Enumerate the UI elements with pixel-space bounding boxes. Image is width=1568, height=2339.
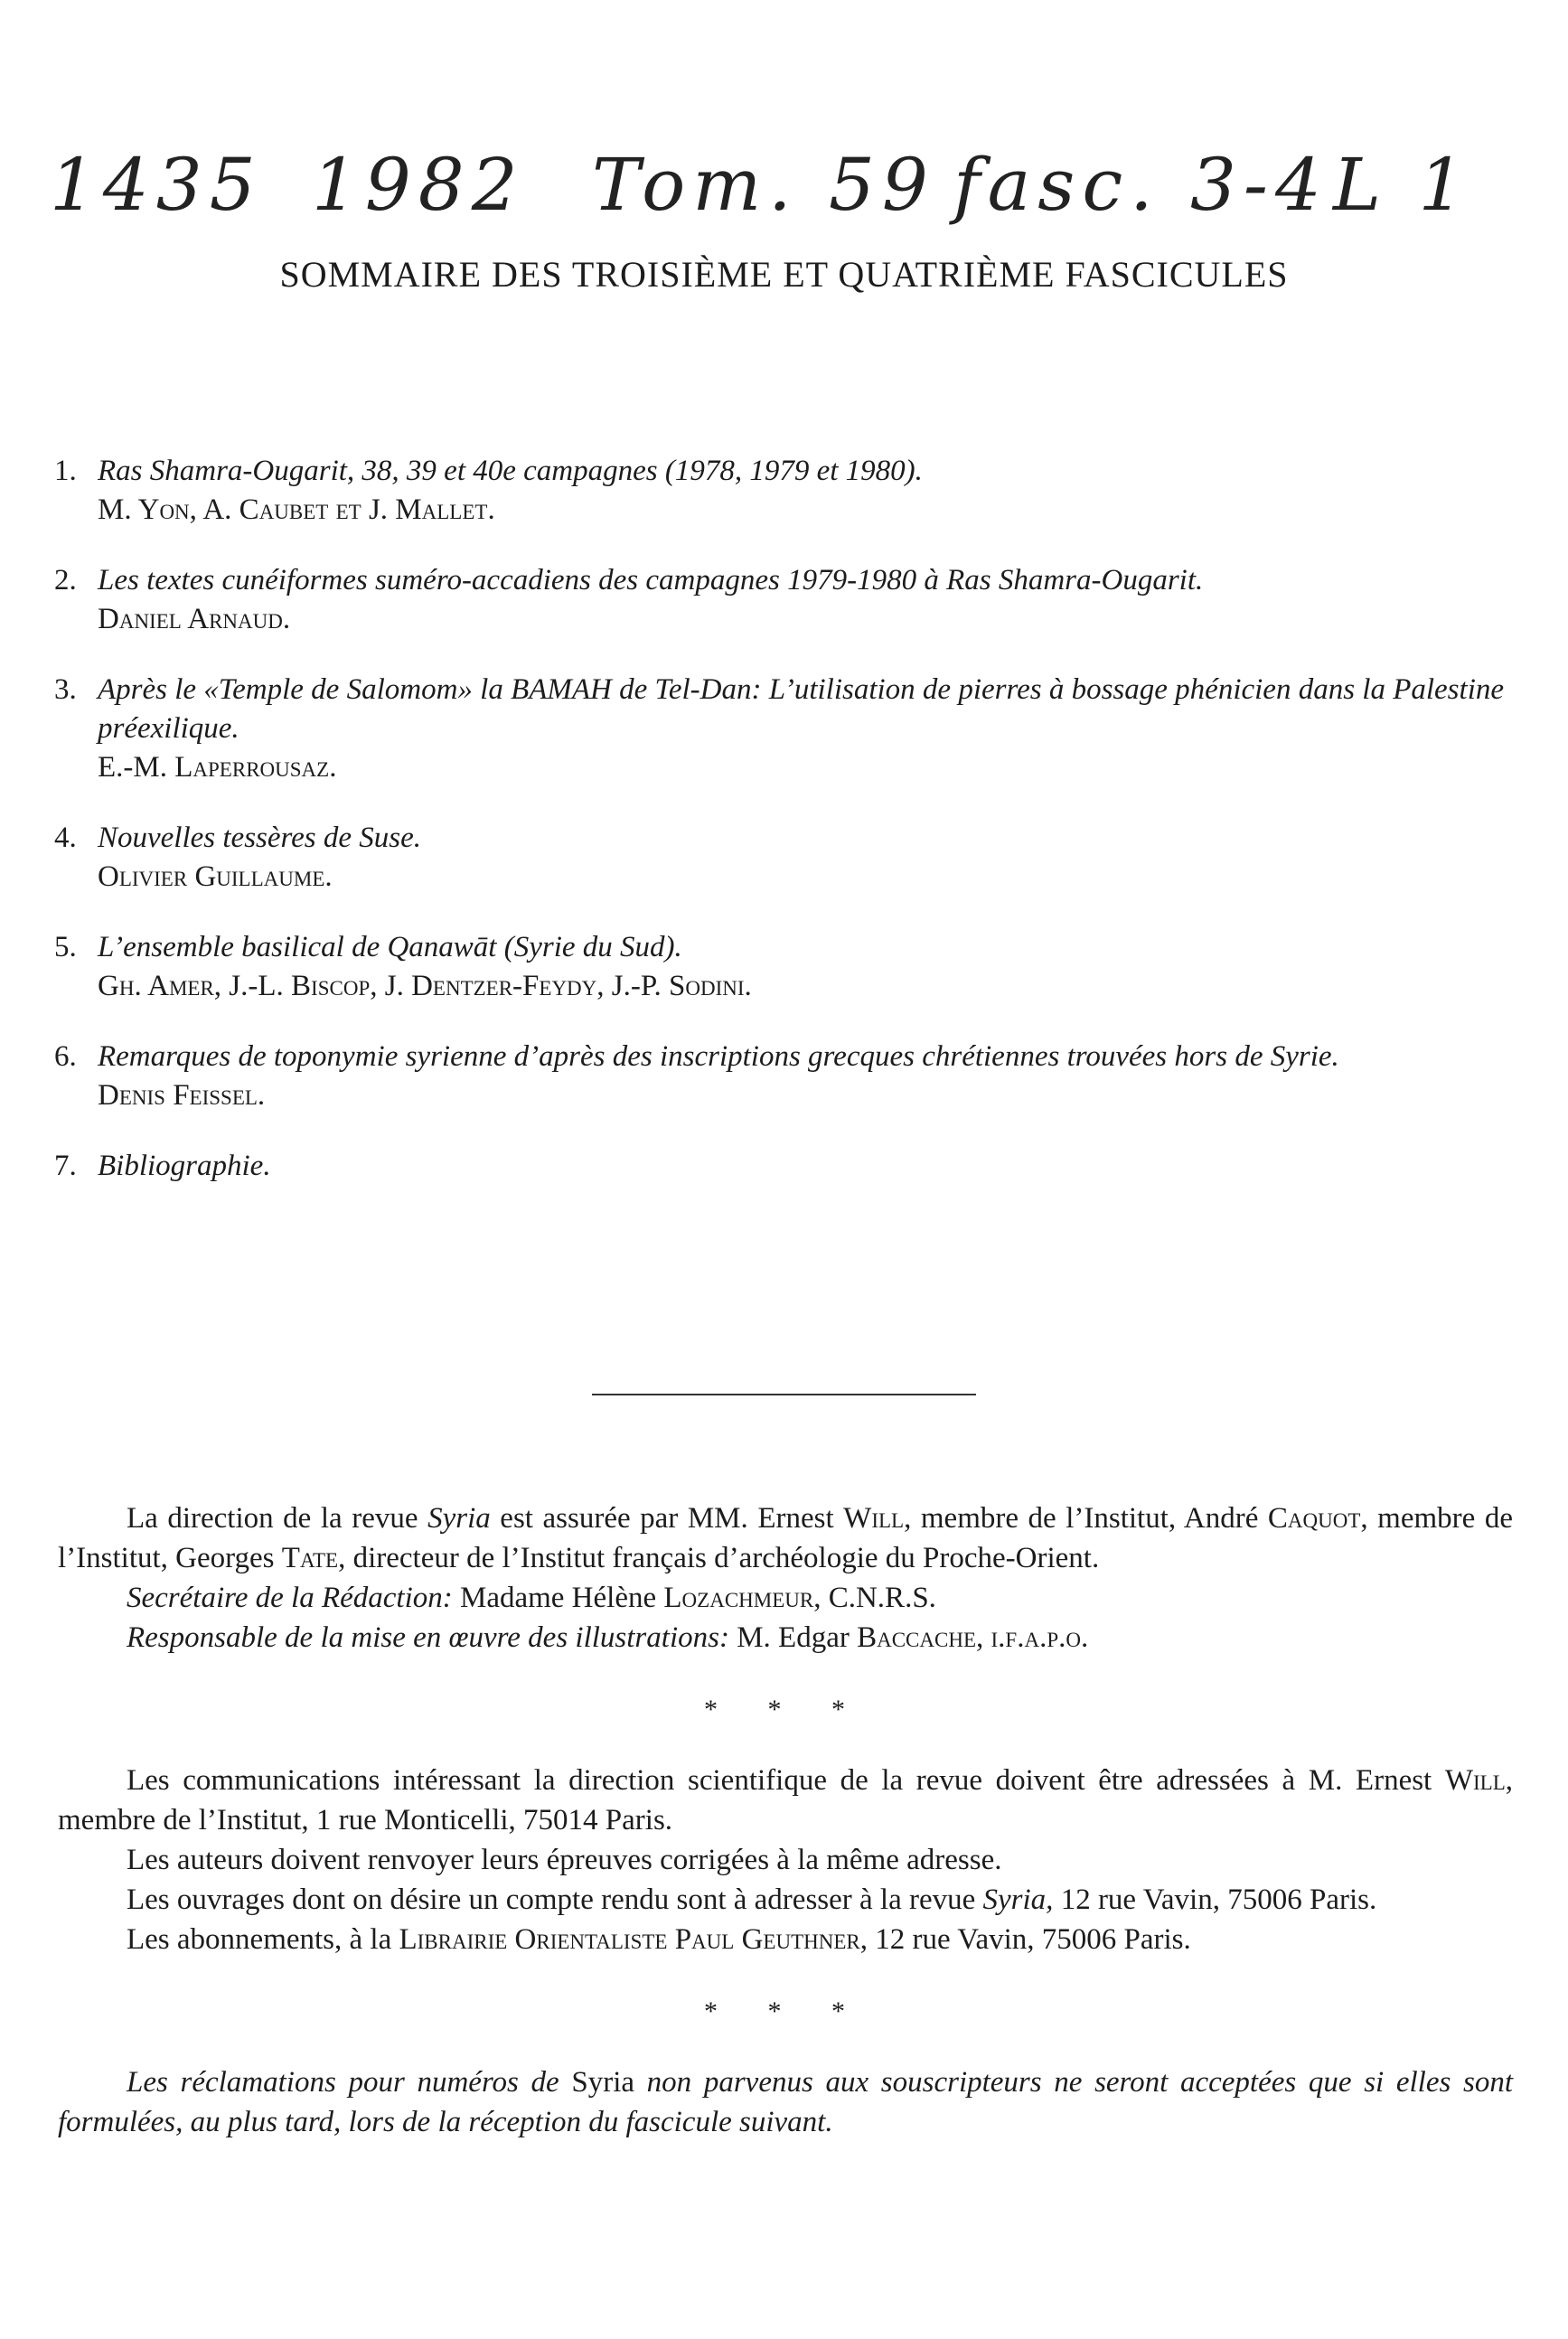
toc-item: [54, 671, 1518, 787]
text-run: Les communications intéressant la direction scientifique de la revue doivent être adressées à M. Ernest: [127, 1764, 1445, 1797]
text-run: non parvenus aux souscripteurs ne seront acceptées que si elles sont formulées, au plus tard, lors de la réception du fascicule suivant.: [58, 2066, 1513, 2138]
handwritten-shelf: L 1: [1333, 143, 1472, 227]
reviews-line: [58, 1880, 1513, 1920]
text-run: Les réclamations pour numéros de: [127, 2066, 572, 2099]
journal-name: Syria: [571, 2066, 635, 2099]
toc-number: 1.: [54, 455, 77, 487]
section-divider: [592, 1394, 976, 1395]
reclamations-paragraph: [58, 2062, 1513, 2142]
text-run: , membre de l’Institut, Georges: [58, 1502, 1513, 1574]
toc-authors: E.-M. Laperrousaz.: [98, 751, 337, 784]
toc-authors: Daniel Arnaud.: [98, 603, 291, 635]
toc-item: [54, 1038, 1518, 1115]
text-run: Madame Hélène: [452, 1582, 664, 1614]
toc-number: 5.: [54, 931, 77, 963]
text-run: Les ouvrages dont on désire un compte rendu sont à adresser à la revue: [127, 1883, 983, 1916]
surname: Lozachmeur: [663, 1582, 814, 1614]
journal-name: Syria: [427, 1502, 491, 1535]
illustrations-line: [58, 1618, 1513, 1658]
text-run: 12 rue Vavin, 75006 Paris.: [1053, 1883, 1377, 1916]
surname: Tate: [281, 1542, 339, 1574]
toc-title: L’ensemble basilical de Qanawāt (Syrie du Sud).: [98, 931, 682, 963]
separator-stars: * * *: [704, 1996, 867, 2026]
surname: Will: [1444, 1764, 1506, 1797]
toc-item: [54, 1147, 1518, 1186]
toc-title: Ras Shamra-Ougarit, 38, 39 et 40e campagnes (1978, 1979 et 1980).: [98, 455, 923, 487]
toc-title: Les textes cunéiformes suméro-accadiens des campagnes 1979-1980 à Ras Shamra-Ougarit.: [98, 564, 1204, 596]
authors-proofs-line: Les auteurs doivent renvoyer leurs épreuves corrigées à la même adresse.: [127, 1844, 1002, 1876]
toc-title: Remarques de toponymie syrienne d’après des inscriptions grecques chrétiennes trouvées hors de Syrie.: [98, 1040, 1339, 1073]
separator-stars: * * *: [704, 1695, 867, 1724]
text-run: , 12 rue Vavin, 75006 Paris.: [859, 1923, 1191, 1956]
text-run: , membre de l’Institut, André: [904, 1502, 1268, 1535]
page-title: SOMMAIRE DES TROISIÈME ET QUATRIÈME FASCICULES: [279, 254, 1289, 295]
handwritten-year: 1982: [312, 143, 525, 227]
communications-paragraph: [58, 1761, 1513, 1840]
toc-number: 6.: [54, 1040, 77, 1073]
text-run: , directeur de l’Institut français d’archéologie du Proche-Orient.: [338, 1542, 1100, 1574]
text-run: Les abonnements, à la: [127, 1923, 399, 1956]
surname: Will: [843, 1502, 905, 1535]
publisher-name: Librairie Orientaliste Paul Geuthner: [399, 1923, 860, 1956]
text-run: est assurée par MM. Ernest: [490, 1502, 844, 1535]
secretary-line: [58, 1578, 1513, 1618]
toc-number: 7.: [54, 1150, 77, 1182]
direction-paragraph: [58, 1498, 1513, 1578]
toc-authors: M. Yon, A. Caubet et J. Mallet.: [98, 493, 495, 526]
toc-authors: Gh. Amer, J.-L. Biscop, J. Dentzer-Feydy, J.-P. Sodini.: [98, 970, 752, 1002]
handwritten-number: 1435: [50, 143, 263, 227]
toc-item: [54, 819, 1518, 897]
toc-authors: Denis Feissel.: [98, 1079, 266, 1112]
editorial-info: [58, 1498, 1513, 2142]
toc-number: 4.: [54, 822, 77, 854]
organization: i.f.a.p.o.: [991, 1621, 1089, 1654]
toc-number: 3.: [54, 673, 77, 706]
toc-number: 2.: [54, 564, 77, 596]
text-run: , C.N.R.S.: [813, 1582, 936, 1614]
toc-item: [54, 928, 1518, 1006]
toc-authors: Olivier Guillaume.: [98, 860, 333, 893]
surname: Caquot: [1267, 1502, 1361, 1535]
text-run: , membre de l’Institut, 1 rue Monticelli, 75014 Paris.: [58, 1764, 1513, 1836]
handwritten-tome: Tom. 59: [592, 143, 935, 227]
toc-item: [54, 452, 1518, 530]
role-label: Responsable de la mise en œuvre des illustrations:: [127, 1621, 729, 1654]
handwritten-annotation: [50, 143, 1514, 242]
text-run: ,: [976, 1621, 991, 1654]
toc-title: Nouvelles tessères de Suse.: [98, 822, 422, 854]
handwritten-fascicle: fasc. 3-4: [953, 143, 1329, 227]
toc-title: Bibliographie.: [98, 1150, 271, 1182]
toc-title: Après le «Temple de Salomom» la BAMAH de Tel-Dan: L’utilisation de pierres à bossage phénicien dans la Palestine préexilique.: [98, 673, 1505, 745]
table-of-contents: [54, 452, 1518, 1217]
subscriptions-line: [58, 1920, 1513, 1959]
toc-item: [54, 561, 1518, 639]
surname: Baccache: [857, 1621, 977, 1654]
journal-name: Syria,: [982, 1883, 1054, 1916]
text-run: M. Edgar: [728, 1621, 858, 1654]
text-run: La direction de la revue: [127, 1502, 428, 1535]
role-label: Secrétaire de la Rédaction:: [127, 1582, 453, 1614]
